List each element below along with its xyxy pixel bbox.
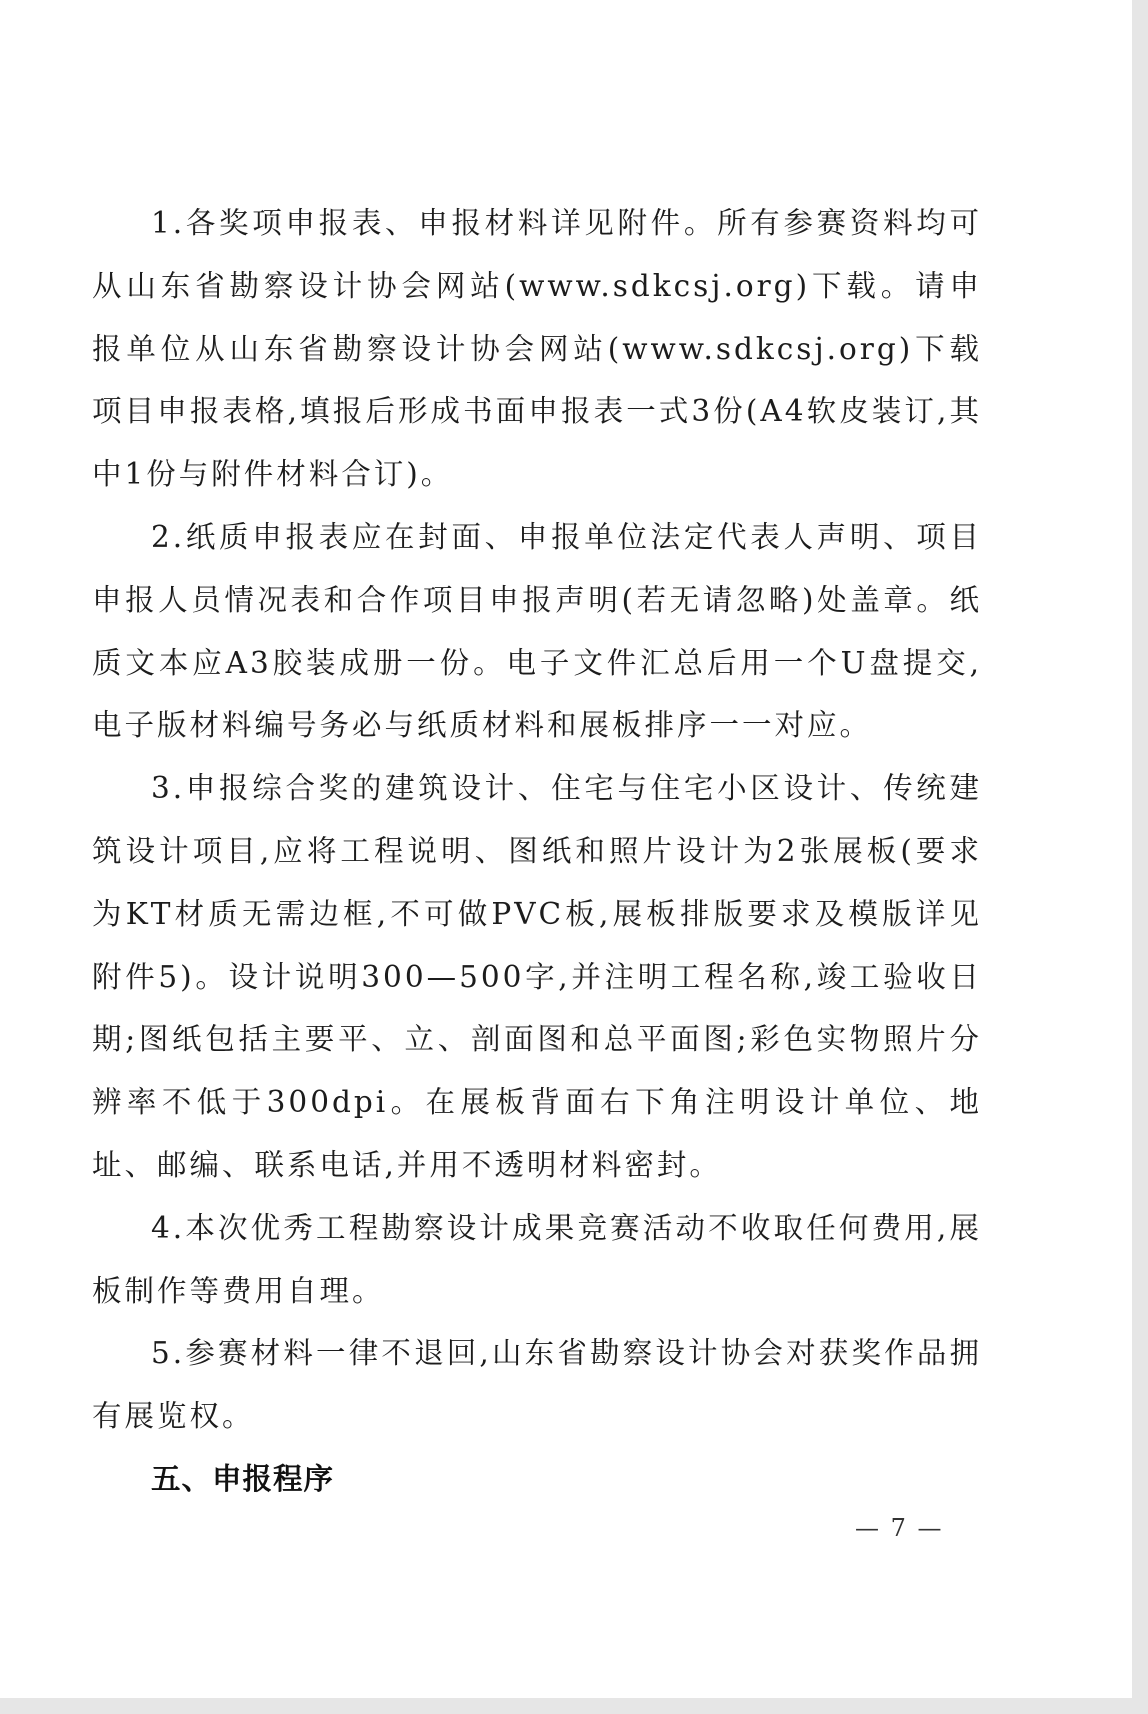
paragraph-2: 2.纸质申报表应在封面、申报单位法定代表人声明、项目申报人员情况表和合作项目申报声明(若无请忽略)处盖章。纸质文本应A3胶装成册一份。电子文件汇总后用一个U盘提交,电子版材料编号务必与纸质材料和展板排序一一对应。	[92, 519, 982, 743]
paragraph-3: 3.申报综合奖的建筑设计、住宅与住宅小区设计、传统建筑设计项目,应将工程说明、图纸和照片设计为2张展板(要求为KT材质无需边框,不可做PVC板,展板排版要求及模版详见附件5)。设计说明300—500字,并注明工程名称,竣工验收日期;图纸包括主要平、立、剖面图和总平面图;彩色实物照片分辨率不低于300dpi。在展板背面右下角注明设计单位、地址、邮编、联系电话,并用不透明材料密封。	[92, 771, 982, 1182]
paragraph-4: 4.本次优秀工程勘察设计成果竞赛活动不收取任何费用,展板制作等费用自理。	[92, 1210, 982, 1308]
page-number: — 7 —	[855, 1514, 944, 1542]
document-body	[92, 192, 982, 1511]
viewer-background-right	[1132, 0, 1148, 1714]
viewer-background-bottom	[0, 1698, 1148, 1714]
section-heading: 五、申报程序	[151, 1461, 335, 1496]
paragraph-1: 1.各奖项申报表、申报材料详见附件。所有参赛资料均可从山东省勘察设计协会网站(www.sdkcsj.org)下载。请申报单位从山东省勘察设计协会网站(www.sdkcsj.org)下载项目申报表格,填报后形成书面申报表一式3份(A4软皮装订,其中1份与附件材料合订)。	[92, 206, 982, 492]
paragraph-5: 5.参赛材料一律不退回,山东省勘察设计协会对获奖作品拥有展览权。	[92, 1336, 982, 1434]
